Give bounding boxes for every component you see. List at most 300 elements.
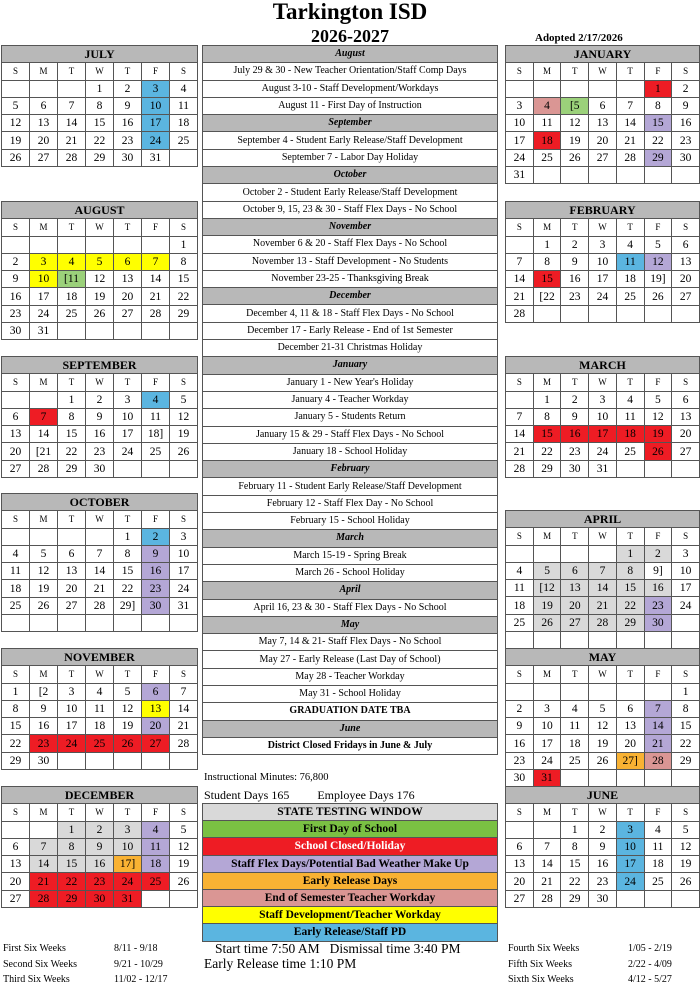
day-cell: [11 <box>58 271 86 288</box>
day-cell <box>170 460 198 477</box>
district-title: Tarkington ISD <box>272 0 428 24</box>
day-cell: 16 <box>561 271 589 288</box>
day-cell: 15 <box>533 426 561 443</box>
day-cell: 14 <box>616 115 644 132</box>
day-cell: 6 <box>672 236 700 253</box>
week-row <box>2 305 198 322</box>
day-cell: 12 <box>561 115 589 132</box>
day-cell: 25 <box>533 149 561 166</box>
day-cell: 23 <box>561 443 589 460</box>
week-row <box>506 838 700 855</box>
day-cell: 26 <box>30 597 58 614</box>
day-cell: 18 <box>616 426 644 443</box>
weekday-label: S <box>170 511 198 528</box>
day-cell: 12 <box>644 408 672 425</box>
day-cell: 26 <box>170 443 198 460</box>
day-cell: 2 <box>506 700 534 717</box>
day-cell: 19 <box>114 718 142 735</box>
day-cell: 29 <box>58 890 86 907</box>
weekday-label: T <box>561 804 589 821</box>
weekday-label: M <box>30 63 58 80</box>
day-cell: 21 <box>506 288 534 305</box>
week-row <box>2 426 198 443</box>
day-cell: 18 <box>58 288 86 305</box>
day-cell <box>672 167 700 184</box>
event-item: April 16, 23 & 30 - Staff Flex Days - No School <box>203 599 498 616</box>
week-row <box>2 838 198 855</box>
day-cell: 1 <box>58 821 86 838</box>
weekday-label: W <box>86 63 114 80</box>
weekday-label: W <box>86 804 114 821</box>
day-cell: 20 <box>2 873 30 890</box>
legend-item: STATE TESTING WINDOW <box>203 804 498 821</box>
day-cell <box>561 683 589 700</box>
day-cell: [2 <box>30 683 58 700</box>
month-header: APRIL <box>506 511 700 528</box>
day-cell: 4 <box>142 391 170 408</box>
day-cell: 17 <box>114 426 142 443</box>
day-cell: 1 <box>170 236 198 253</box>
week-row <box>506 856 700 873</box>
day-cell: 19 <box>170 426 198 443</box>
week-row <box>506 873 700 890</box>
day-cell <box>561 770 589 787</box>
day-cell: 1 <box>672 683 700 700</box>
day-cell: 24 <box>170 580 198 597</box>
day-cell <box>589 683 617 700</box>
day-cell <box>533 821 561 838</box>
day-cell: 30 <box>86 460 114 477</box>
weekday-label: S <box>170 666 198 683</box>
day-cell: 3 <box>533 700 561 717</box>
day-cell: 20 <box>2 443 30 460</box>
weekday-label: F <box>142 374 170 391</box>
weekday-label: S <box>672 804 700 821</box>
day-cell: 3 <box>672 545 700 562</box>
day-cell <box>506 236 534 253</box>
day-cell: 23 <box>86 873 114 890</box>
week-row <box>506 580 700 597</box>
day-cell: 13 <box>589 115 617 132</box>
day-cell: 17 <box>142 115 170 132</box>
day-cell: 9 <box>86 838 114 855</box>
day-cell: 26 <box>86 305 114 322</box>
weekday-label: T <box>561 374 589 391</box>
day-cell: 1 <box>2 683 30 700</box>
day-cell <box>30 80 58 97</box>
day-cell: 27 <box>30 149 58 166</box>
event-item: January 5 - Students Return <box>203 409 498 426</box>
month-header: MARCH <box>506 357 700 374</box>
day-cell: 21 <box>142 288 170 305</box>
event-section-header: May <box>203 616 498 633</box>
weekday-label: T <box>58 511 86 528</box>
weekday-label: T <box>58 666 86 683</box>
day-cell <box>58 528 86 545</box>
event-item: December 4, 11 & 18 - Staff Flex Days - No School <box>203 305 498 322</box>
day-cell: 27 <box>114 305 142 322</box>
weekday-label: F <box>142 666 170 683</box>
week-row <box>506 391 700 408</box>
week-row <box>506 80 700 97</box>
week-row <box>506 305 700 322</box>
day-cell: 20 <box>616 735 644 752</box>
day-cell: 11 <box>616 408 644 425</box>
week-row <box>2 752 198 769</box>
day-cell: 14 <box>170 700 198 717</box>
weekday-label: S <box>506 666 534 683</box>
weekday-label: S <box>672 528 700 545</box>
day-cell: [5 <box>561 97 589 114</box>
legend-item: First Day of School <box>203 821 498 838</box>
six-weeks-row <box>3 941 168 957</box>
day-cell <box>114 460 142 477</box>
day-cell: 8 <box>86 97 114 114</box>
day-cell: 4 <box>616 236 644 253</box>
day-cell <box>644 460 672 477</box>
event-item: December 17 - Early Release - End of 1st Semester <box>203 322 498 339</box>
day-cell: 26 <box>589 752 617 769</box>
event-item: September 4 - Student Early Release/Staff Development <box>203 132 498 149</box>
weekday-label: T <box>561 63 589 80</box>
month-header: NOVEMBER <box>2 649 198 666</box>
weekday-label: M <box>30 511 58 528</box>
day-cell: 5 <box>644 391 672 408</box>
day-cell: 16 <box>2 288 30 305</box>
day-cell: 15 <box>2 718 30 735</box>
week-row <box>506 770 700 787</box>
day-cell: 4 <box>533 97 561 114</box>
student-days: Student Days 165 <box>204 788 290 802</box>
day-cell <box>506 683 534 700</box>
day-cell: 29 <box>58 460 86 477</box>
day-cell: 29 <box>533 460 561 477</box>
day-cell: 14 <box>644 718 672 735</box>
day-cell <box>58 752 86 769</box>
day-cell: 25 <box>616 288 644 305</box>
day-cell <box>561 632 589 649</box>
day-cell <box>142 890 170 907</box>
day-cell <box>616 80 644 97</box>
day-cell: 22 <box>114 580 142 597</box>
day-cell <box>644 890 672 907</box>
weekday-label: M <box>30 219 58 236</box>
day-cell: 14 <box>506 426 534 443</box>
day-cell: 7 <box>58 97 86 114</box>
day-cell: 13 <box>506 856 534 873</box>
weekday-label: S <box>2 219 30 236</box>
period-dates: 4/12 - 5/27 <box>628 974 672 985</box>
week-row <box>2 856 198 873</box>
day-cell: 10 <box>589 408 617 425</box>
week-row <box>2 132 198 149</box>
day-cell: 10 <box>58 700 86 717</box>
period-dates: 2/22 - 4/09 <box>628 958 672 970</box>
day-cell: 18 <box>2 580 30 597</box>
day-cell: 3 <box>170 528 198 545</box>
day-cell: 18 <box>644 856 672 873</box>
weekday-label: F <box>142 804 170 821</box>
day-cell: 12 <box>86 271 114 288</box>
day-cell: 24 <box>616 873 644 890</box>
weekday-label: S <box>672 219 700 236</box>
six-weeks-left <box>3 941 168 986</box>
day-cell: 17 <box>589 426 617 443</box>
day-cell: 2 <box>644 545 672 562</box>
employee-days: Employee Days 176 <box>317 788 415 802</box>
day-cell: 7 <box>644 700 672 717</box>
event-item: October 2 - Student Early Release/Staff Development <box>203 184 498 201</box>
day-cell: 18 <box>142 856 170 873</box>
day-cell: 30 <box>142 597 170 614</box>
day-cell: 23 <box>506 752 534 769</box>
day-cell: 26 <box>644 443 672 460</box>
day-cell: 5 <box>644 236 672 253</box>
day-cell: 28 <box>589 614 617 631</box>
day-cell: 15 <box>86 115 114 132</box>
day-cell <box>142 460 170 477</box>
day-cell: 8 <box>644 97 672 114</box>
day-cell: 5 <box>589 700 617 717</box>
day-cell: 21 <box>30 873 58 890</box>
week-row <box>506 132 700 149</box>
day-cell: 9 <box>506 718 534 735</box>
legend-item: End of Semester Teacher Workday <box>203 889 498 906</box>
weekday-label: S <box>2 666 30 683</box>
day-cell <box>30 615 58 632</box>
day-cell: 13 <box>142 700 170 717</box>
weekday-label: S <box>506 374 534 391</box>
day-cell: 8 <box>561 838 589 855</box>
month-header: AUGUST <box>2 202 198 219</box>
day-cell: 2 <box>2 253 30 270</box>
day-cell: 31 <box>589 460 617 477</box>
day-cell <box>86 528 114 545</box>
day-cell: 21 <box>58 132 86 149</box>
event-item: January 18 - School Holiday <box>203 443 498 460</box>
day-cell: 17 <box>616 856 644 873</box>
calendar-october <box>1 493 198 632</box>
month-header: SEPTEMBER <box>2 357 198 374</box>
day-cell: 21 <box>86 580 114 597</box>
day-cell: 2 <box>561 391 589 408</box>
day-cell: 22 <box>644 132 672 149</box>
day-cell: 30 <box>506 770 534 787</box>
day-cell <box>142 615 170 632</box>
day-cell: 3 <box>506 97 534 114</box>
day-cell: 5 <box>114 683 142 700</box>
day-cell: 11 <box>86 700 114 717</box>
day-cell: 15 <box>58 426 86 443</box>
day-cell: 8 <box>114 545 142 562</box>
day-cell: 13 <box>114 271 142 288</box>
day-cell: 20 <box>142 718 170 735</box>
day-cell <box>2 615 30 632</box>
day-cell: 19 <box>672 856 700 873</box>
day-cell: 3 <box>589 236 617 253</box>
day-cell: 16 <box>30 718 58 735</box>
day-cell: 14 <box>533 856 561 873</box>
day-cell: 22 <box>58 443 86 460</box>
day-cell: 29 <box>170 305 198 322</box>
day-cell: 16 <box>672 115 700 132</box>
day-cell: 7 <box>142 253 170 270</box>
weekday-label: T <box>114 374 142 391</box>
week-row <box>506 890 700 907</box>
week-row <box>2 545 198 562</box>
day-cell: 14 <box>58 115 86 132</box>
day-cell: 19 <box>170 856 198 873</box>
day-cell: 2 <box>672 80 700 97</box>
day-cell: 1 <box>114 528 142 545</box>
week-row <box>506 545 700 562</box>
day-cell <box>86 752 114 769</box>
week-row <box>2 718 198 735</box>
day-cell: 9 <box>30 700 58 717</box>
day-cell: 3 <box>589 391 617 408</box>
day-cell: 31 <box>142 149 170 166</box>
day-cell <box>506 80 534 97</box>
weekday-label: T <box>561 219 589 236</box>
day-cell: 25 <box>142 873 170 890</box>
day-cell <box>114 236 142 253</box>
week-row <box>2 615 198 632</box>
day-cell: 24 <box>533 752 561 769</box>
day-cell: 7 <box>616 97 644 114</box>
day-cell <box>644 167 672 184</box>
day-cell: 13 <box>672 253 700 270</box>
period-name: Second Six Weeks <box>3 958 78 970</box>
event-item: February 11 - Student Early Release/Staff Development <box>203 478 498 495</box>
day-cell: 2 <box>86 821 114 838</box>
week-row <box>2 890 198 907</box>
day-cell: 7 <box>86 545 114 562</box>
day-cell: 22 <box>616 597 644 614</box>
day-cell: 31 <box>506 167 534 184</box>
day-cell: 4 <box>644 821 672 838</box>
week-row <box>506 149 700 166</box>
day-cell: 9 <box>561 253 589 270</box>
day-cell: 8 <box>533 253 561 270</box>
weekday-label: T <box>561 528 589 545</box>
day-cell: 7 <box>506 253 534 270</box>
day-cell: [21 <box>30 443 58 460</box>
day-cell: 4 <box>506 562 534 579</box>
day-cell: 19 <box>644 426 672 443</box>
day-cell: 10 <box>170 545 198 562</box>
day-cell: 9 <box>2 271 30 288</box>
weekday-label: W <box>589 528 617 545</box>
day-cell: 17 <box>58 718 86 735</box>
month-header: DECEMBER <box>2 787 198 804</box>
day-cell: 19 <box>30 580 58 597</box>
day-cell: 1 <box>561 821 589 838</box>
day-cell: 22 <box>561 873 589 890</box>
day-cell: 6 <box>672 391 700 408</box>
day-cell: 18] <box>142 426 170 443</box>
day-cell <box>114 323 142 340</box>
day-cell: 21 <box>644 735 672 752</box>
day-cell <box>2 821 30 838</box>
day-cell <box>2 528 30 545</box>
day-cell <box>506 821 534 838</box>
day-cell: 23 <box>86 443 114 460</box>
day-cell: 6 <box>58 545 86 562</box>
day-cell: 27 <box>672 288 700 305</box>
event-item: November 13 - Staff Development - No Students <box>203 253 498 270</box>
day-cell: 23 <box>561 288 589 305</box>
day-cell <box>2 391 30 408</box>
day-cell: 29 <box>672 752 700 769</box>
day-cell: 3 <box>114 391 142 408</box>
day-cell: 24 <box>114 873 142 890</box>
day-cell: 18 <box>616 271 644 288</box>
event-section-header: February <box>203 461 498 478</box>
day-cell <box>114 752 142 769</box>
day-cell: 24 <box>589 288 617 305</box>
day-cell: 18 <box>506 597 534 614</box>
event-item: November 23-25 - Thanksgiving Break <box>203 270 498 287</box>
weekday-label: M <box>533 528 561 545</box>
weekday-label: F <box>644 666 672 683</box>
day-cell: 13 <box>58 563 86 580</box>
day-cell: 21 <box>506 443 534 460</box>
day-cell: 6 <box>589 97 617 114</box>
week-row <box>2 683 198 700</box>
weekday-label: M <box>533 666 561 683</box>
event-section-header: January <box>203 357 498 374</box>
day-cell <box>533 545 561 562</box>
day-cell: 6 <box>2 408 30 425</box>
week-row <box>2 735 198 752</box>
day-cell: 3 <box>114 821 142 838</box>
day-cell: 28 <box>142 305 170 322</box>
week-row <box>2 597 198 614</box>
day-cell: 14 <box>589 580 617 597</box>
day-cell: 29 <box>2 752 30 769</box>
weekday-label: F <box>644 374 672 391</box>
day-cell <box>589 770 617 787</box>
event-item: February 15 - School Holiday <box>203 513 498 530</box>
day-cell: 8 <box>58 408 86 425</box>
period-dates: 9/21 - 10/29 <box>114 958 163 970</box>
weekday-label: F <box>644 63 672 80</box>
day-cell <box>2 236 30 253</box>
event-section-header: November <box>203 218 498 235</box>
day-cell <box>170 149 198 166</box>
week-row <box>506 718 700 735</box>
day-cell: 20 <box>506 873 534 890</box>
week-row <box>506 115 700 132</box>
day-cell: 23 <box>589 873 617 890</box>
day-cell: [12 <box>533 580 561 597</box>
day-cell: 4 <box>86 683 114 700</box>
weekday-label: M <box>30 804 58 821</box>
day-cell: 24 <box>506 149 534 166</box>
day-cell: 11 <box>561 718 589 735</box>
week-row <box>2 563 198 580</box>
weekday-label: S <box>506 219 534 236</box>
day-cell: 28 <box>533 890 561 907</box>
weekday-label: F <box>644 528 672 545</box>
month-header: JANUARY <box>506 46 700 63</box>
event-section-header: August <box>203 46 498 63</box>
day-cell: 30 <box>644 614 672 631</box>
day-cell <box>170 615 198 632</box>
day-cell: 22 <box>58 873 86 890</box>
day-cell: 21 <box>616 132 644 149</box>
day-cell: 26 <box>644 288 672 305</box>
